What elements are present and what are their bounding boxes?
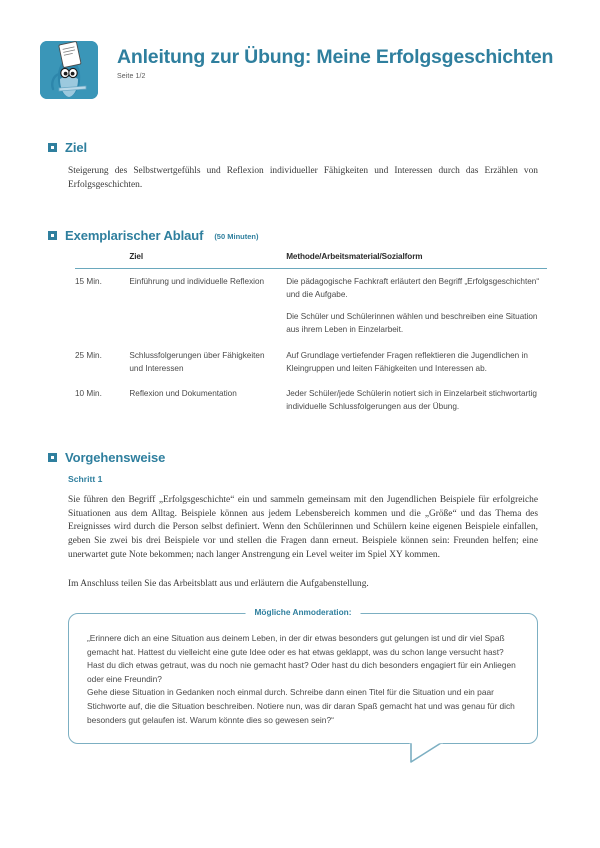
- bubble-text-group: [87, 632, 519, 727]
- ziel-paragraph: Steigerung des Selbstwertgefühls und Reflexion individueller Fähigkeiten und Interessen durch das Erzählen von Erfolgsgeschichten.: [68, 166, 538, 190]
- row-goal: Schlussfolgerungen über Fähigkeiten und Interessen: [129, 350, 265, 373]
- row-time: 15 Min.: [75, 277, 102, 286]
- table-header-row: [75, 252, 547, 269]
- section-heading-ablauf: [48, 228, 258, 243]
- ablauf-table: [75, 252, 547, 420]
- row-method: Jeder Schüler/jede Schülerin notiert sich in Einzelarbeit stichwortartig individuelle Schlussfolgerungen aus der Übung.: [286, 389, 537, 411]
- bubble-tail-icon: [411, 742, 471, 766]
- table-col-methode: Methode/Arbeitsmaterial/Sozialform: [286, 252, 423, 261]
- mascot-logo-svg: [40, 41, 98, 99]
- section-title-ziel: Ziel: [65, 140, 87, 155]
- bubble-paragraph-2: Gehe diese Situation in Gedanken noch einmal durch. Schreibe dann einen Titel für die Situation und ein paar Stichworte auf, die die Situation beschreiben. Notiere nun, was dir daran Spaß gemacht hat und was genau für dich besonders gut gelaufen ist. Warum könnte dies so gewesen sein?“: [87, 687, 515, 725]
- document-header: [40, 40, 560, 102]
- bubble-title: Mögliche Anmoderation:: [246, 607, 361, 617]
- table-col-ziel: Ziel: [129, 252, 144, 261]
- row-time: 25 Min.: [75, 350, 102, 360]
- header-title-group: [117, 46, 560, 80]
- vorgehensweise-paragraph-1: Sie führen den Begriff „Erfolgsgeschichte“ ein und sammeln gemeinsam mit den Jugendlichen Beispiele für erfolgreiche Situationen aus dem Alltag. Beispiele können aus jedem Lebensbereich kommen und die „Größe“ und das Thema des Ereignisses wird durch die Person selbst definiert. Wenn den Schülerinnen und Schülern keine eigenen Beispiele einfallen, geben Sie zwei bis drei Beispiele vor und stellen die Fragen dann erneut. Beispiele können sein: Freunden helfen; eine unerwartet gute Note bekommen; nach langer Anstrengung ein Level weiter im Spiel XY kommen.: [68, 495, 538, 560]
- row-time: 10 Min.: [75, 389, 102, 399]
- square-bullet-icon: [48, 231, 57, 240]
- row-method-cell: [286, 269, 547, 343]
- mascot-logo-icon: [40, 41, 98, 99]
- bubble-box: [68, 607, 538, 744]
- square-bullet-icon: [48, 453, 57, 462]
- page-number-label: Seite 1/2: [117, 73, 146, 81]
- row-method: Auf Grundlage vertiefender Fragen reflektieren die Jugendlichen in Kleingruppen und leiten Fähigkeiten und Interessen ab.: [286, 350, 528, 373]
- page-title: Anleitung zur Übung: Meine Erfolgsgeschichten: [117, 46, 554, 68]
- row-method-primary: Die pädagogische Fachkraft erläutert den Begriff „Erfolgsgeschichten“ und die Aufgabe.: [286, 277, 540, 299]
- row-method-secondary: Die Schüler und Schülerinnen wählen und beschreiben eine Situation aus ihrem Leben in Einzelarbeit.: [286, 312, 538, 335]
- section-duration-note: (50 Minuten): [214, 232, 259, 241]
- table-col-time: [75, 252, 129, 269]
- bubble-paragraph-1: „Erinnere dich an eine Situation aus deinem Leben, in der dir etwas besonders gut gelungen ist und dir viel Spaß gemacht hat. Hattest du vielleicht eine gute Idee oder es hat etwas geklappt, was du schon lange versucht hast? Hast du dich etwas getraut, was du noch nie gemacht hast? Oder hast du dich besonders engagiert für ein Anliegen oder eine Freundin?: [87, 633, 516, 684]
- table-header: [75, 252, 547, 269]
- row-goal: Reflexion und Dokumentation: [129, 389, 237, 399]
- step-label-schritt-1: Schritt 1: [68, 474, 103, 484]
- row-goal: Einführung und individuelle Reflexion: [129, 277, 265, 286]
- table-row: [75, 343, 547, 381]
- table-row: [75, 381, 547, 419]
- section-title-ablauf: Exemplarischer Ablauf: [65, 228, 204, 243]
- table-body: [75, 269, 547, 420]
- square-bullet-icon: [48, 143, 57, 152]
- anmoderation-bubble: [68, 607, 538, 744]
- section-heading-ziel: [48, 140, 87, 155]
- vorgehensweise-paragraph-2: Im Anschluss teilen Sie das Arbeitsblatt aus und erläutern die Aufgabenstellung.: [68, 579, 369, 589]
- section-heading-vorgehensweise: [48, 450, 165, 465]
- table-row: [75, 269, 547, 343]
- section-title-vorgehensweise: Vorgehensweise: [65, 450, 166, 465]
